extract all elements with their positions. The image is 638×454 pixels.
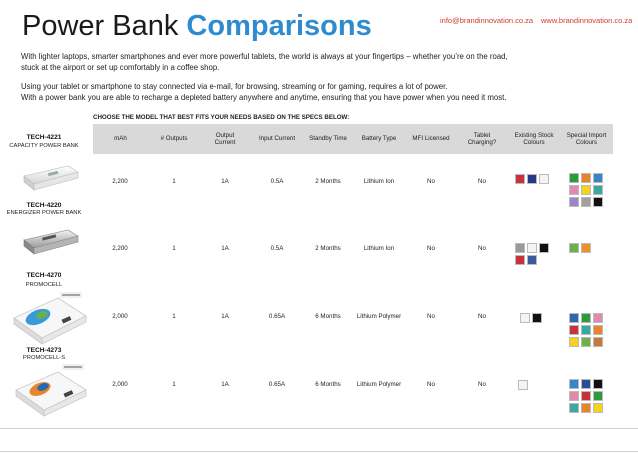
row1-special-colours — [569, 173, 609, 207]
row2-standby: 2 Months — [315, 245, 341, 252]
row2-mah: 2,200 — [112, 245, 128, 252]
colour-swatch — [527, 243, 537, 253]
row4-tablet: No — [478, 381, 486, 388]
contact-email-link[interactable]: info@brandinnovation.co.za — [440, 16, 534, 25]
row1-stock-colours — [515, 174, 555, 184]
colour-swatch — [593, 197, 603, 207]
col-header-outputs-label: # Outputs — [160, 135, 188, 143]
colour-swatch — [569, 313, 579, 323]
col-header-special-colours — [560, 124, 613, 154]
colour-swatch — [515, 255, 525, 265]
colour-swatch — [569, 243, 579, 253]
row2-tablet: No — [478, 245, 486, 252]
intro-p2-line1: Using your tablet or smartphone to stay connected via e-mail, for browsing, streaming or for gaming, requires a lot of power. — [21, 82, 448, 91]
col-header-tablet-line1: Tablet — [473, 131, 491, 139]
col-header-battery — [352, 124, 406, 154]
col-header-stock-line1: Existing Stock — [514, 131, 554, 139]
row3-special-colours — [569, 313, 609, 347]
footer-divider — [0, 428, 638, 429]
colour-swatch — [581, 313, 591, 323]
row1-tablet: No — [478, 178, 486, 185]
page-title — [22, 9, 372, 43]
row4-mah: 2,000 — [112, 381, 128, 388]
row4-stock-colours — [518, 380, 558, 390]
col-header-input-current — [250, 124, 304, 154]
row3-outputs: 1 — [172, 313, 176, 320]
col-header-mah-label: mAh — [114, 135, 127, 143]
product-code-3: TECH-4270 — [26, 272, 62, 279]
colour-swatch — [593, 403, 603, 413]
product-code-2: TECH-4220 — [26, 202, 62, 209]
colour-swatch — [593, 337, 603, 347]
col-header-tablet-line2: Charging? — [467, 139, 497, 146]
intro-p1-line2: stuck at the airport or set up comfortably in a coffee shop. — [21, 62, 220, 72]
row1-input-current: 0.5A — [270, 178, 284, 185]
row3-mah: 2,000 — [112, 313, 128, 320]
row4-mfi: No — [427, 381, 435, 388]
product-name-1: CAPACITY POWER BANK — [9, 143, 79, 149]
row2-mfi: No — [427, 245, 435, 252]
row1-mfi: No — [427, 178, 435, 185]
row4-outputs: 1 — [172, 381, 176, 388]
colour-swatch — [581, 325, 591, 335]
col-header-output-current-line2: Current — [214, 139, 236, 146]
row1-standby: 2 Months — [315, 178, 341, 185]
colour-swatch — [569, 185, 579, 195]
intro-paragraph-1 — [21, 52, 508, 73]
colour-swatch — [527, 174, 537, 184]
colour-swatch — [581, 197, 591, 207]
colour-swatch — [581, 379, 591, 389]
colour-swatch — [515, 243, 525, 253]
col-header-special-line1: Special Import — [566, 131, 607, 139]
colour-swatch — [593, 173, 603, 183]
col-header-mfi — [406, 124, 456, 154]
col-header-special-line2: Colours — [575, 139, 598, 146]
col-header-standby — [304, 124, 352, 154]
promocell-s-image — [8, 362, 92, 420]
row2-input-current: 0.5A — [270, 245, 284, 252]
colour-swatch — [581, 185, 591, 195]
colour-swatch — [518, 380, 528, 390]
capacity-power-bank-image — [12, 158, 84, 198]
colour-swatch — [581, 173, 591, 183]
colour-swatch — [527, 255, 537, 265]
row2-output-current: 1A — [221, 245, 229, 252]
col-header-standby-label: Standby Time — [309, 135, 347, 143]
col-header-output-current-line1: Output — [215, 131, 235, 139]
intro-paragraph-2 — [21, 82, 506, 103]
row3-tablet: No — [478, 313, 486, 320]
product-code-1: TECH-4221 — [26, 134, 62, 141]
col-header-tablet — [456, 124, 508, 154]
row1-output-current: 1A — [221, 178, 229, 185]
row3-mfi: No — [427, 313, 435, 320]
row3-standby: 6 Months — [315, 313, 341, 320]
contact-website-link[interactable]: www.brandinnovation.co.za — [541, 16, 633, 25]
colour-swatch — [581, 391, 591, 401]
colour-swatch — [539, 174, 549, 184]
energizer-power-bank-image — [12, 220, 84, 260]
intro-p2-line2: With a power bank you are able to recharge a depleted battery anywhere and anytime, ensuring that you have power when you need it most. — [21, 92, 507, 102]
table-caption: CHOOSE THE MODEL THAT BEST FITS YOUR NEEDS BASED ON THE SPECS BELOW: — [93, 114, 350, 121]
colour-swatch — [569, 403, 579, 413]
row3-stock-colours — [520, 313, 560, 323]
colour-swatch — [532, 313, 542, 323]
col-header-stock-colours — [508, 124, 560, 154]
footer-divider-bottom — [0, 451, 638, 452]
row1-mah: 2,200 — [112, 178, 128, 185]
product-name-4: PROMOCELL-S — [22, 355, 66, 361]
row4-standby: 6 Months — [315, 381, 341, 388]
colour-swatch — [581, 337, 591, 347]
row2-battery: Lithium Ion — [363, 245, 395, 252]
title-part-2: Comparisons — [186, 10, 372, 42]
promocell-image — [8, 290, 92, 348]
colour-swatch — [569, 391, 579, 401]
colour-swatch — [569, 337, 579, 347]
colour-swatch — [581, 403, 591, 413]
row2-outputs: 1 — [172, 245, 176, 252]
colour-swatch — [539, 243, 549, 253]
colour-swatch — [593, 313, 603, 323]
intro-p1-line1: With lighter laptops, smarter smartphones and ever more powerful tablets, the world is always at your fingertips – whether you’re on the road, — [21, 52, 508, 61]
row3-input-current: 0.65A — [268, 313, 286, 320]
product-name-2: ENERGIZER POWER BANK — [6, 210, 82, 216]
colour-swatch — [515, 174, 525, 184]
col-header-mfi-label: MFI Licensed — [412, 135, 450, 143]
row3-battery: Lithium Polymer — [356, 313, 402, 320]
col-header-input-current-label: Input Current — [258, 135, 296, 143]
col-header-stock-line2: Colours — [523, 139, 545, 146]
row4-battery: Lithium Polymer — [356, 381, 402, 388]
colour-swatch — [593, 325, 603, 335]
product-name-3: PROMOCELL — [25, 282, 63, 288]
row3-output-current: 1A — [221, 313, 229, 320]
colour-swatch — [593, 185, 603, 195]
row4-special-colours — [569, 379, 609, 413]
col-header-outputs — [148, 124, 200, 154]
row4-output-current: 1A — [221, 381, 229, 388]
row2-stock-colours — [515, 243, 555, 265]
row1-outputs: 1 — [172, 178, 176, 185]
colour-swatch — [569, 325, 579, 335]
colour-swatch — [593, 379, 603, 389]
colour-swatch — [593, 391, 603, 401]
colour-swatch — [569, 173, 579, 183]
col-header-mah — [93, 124, 148, 154]
colour-swatch — [581, 243, 591, 253]
row2-special-colours — [569, 243, 609, 253]
colour-swatch — [520, 313, 530, 323]
row4-input-current: 0.65A — [268, 381, 286, 388]
colour-swatch — [569, 379, 579, 389]
col-header-output-current — [200, 124, 250, 154]
colour-swatch — [569, 197, 579, 207]
product-code-4: TECH-4273 — [26, 347, 62, 354]
row1-battery: Lithium Ion — [363, 178, 395, 185]
title-part-1: Power Bank — [22, 10, 187, 42]
col-header-battery-label: Battery Type — [361, 135, 397, 143]
